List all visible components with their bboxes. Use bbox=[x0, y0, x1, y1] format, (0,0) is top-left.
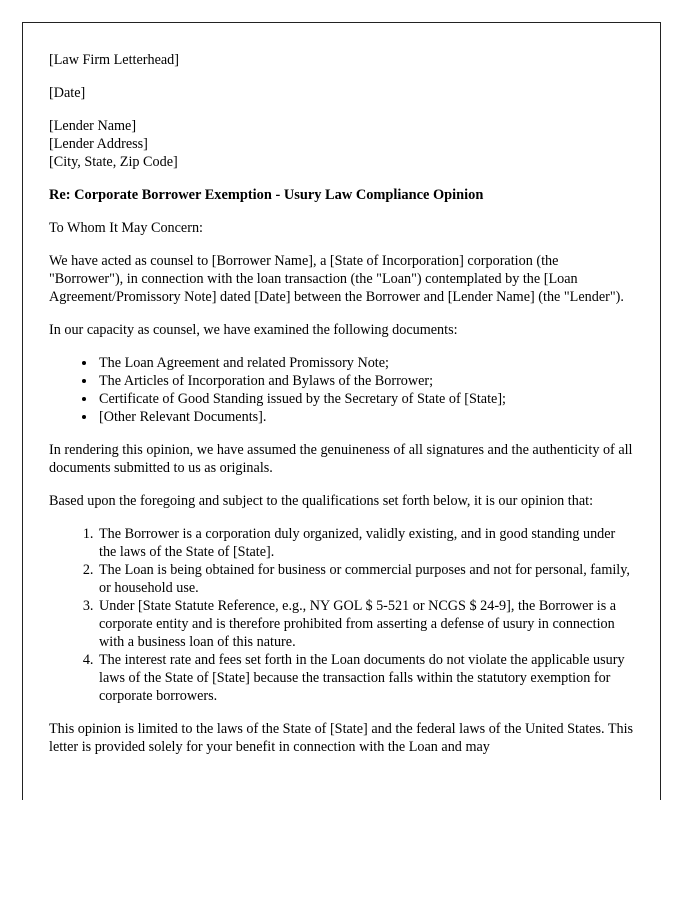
recipient-city-state-zip: [City, State, Zip Code] bbox=[49, 154, 178, 170]
list-item: 1. The Borrower is a corporation duly organized, validly existing, and in good standing under the laws of the State of [State]. bbox=[97, 525, 634, 561]
list-item: • The Loan Agreement and related Promissory Note; bbox=[97, 354, 634, 372]
list-item: • [Other Relevant Documents]. bbox=[97, 408, 634, 426]
documents-intro-paragraph: In our capacity as counsel, we have examined the following documents: bbox=[49, 322, 458, 338]
law-firm-letterhead: [Law Firm Letterhead] bbox=[49, 52, 179, 68]
intro-paragraph: We have acted as counsel to [Borrower Name], a [State of Incorporation] corporation (the "Borrower"), in connection with the loan transaction (the "Loan") contemplated by the [Loan Agreement/Promissory Note] dated [Date] between the Borrower and [Lender Name] (the "Lender"). bbox=[49, 253, 624, 305]
recipient-name: [Lender Name] bbox=[49, 118, 137, 134]
subject-line: Re: Corporate Borrower Exemption - Usury Law Compliance Opinion bbox=[49, 187, 484, 203]
document-page bbox=[22, 22, 661, 800]
documents-examined-list bbox=[49, 354, 634, 426]
assumptions-paragraph: In rendering this opinion, we have assumed the genuineness of all signatures and the authenticity of all documents submitted to us as originals. bbox=[49, 442, 633, 476]
list-item: 3. Under [State Statute Reference, e.g., NY GOL $ 5-521 or NCGS $ 24-9], the Borrower is a corporate entity and is therefore prohibited from asserting a defense of usury in connection with a business loan of this nature. bbox=[97, 597, 634, 651]
salutation: To Whom It May Concern: bbox=[49, 220, 203, 236]
list-item: • Certificate of Good Standing issued by the Secretary of State of [State]; bbox=[97, 390, 634, 408]
recipient-address-block bbox=[49, 117, 634, 171]
letter-date: [Date] bbox=[49, 85, 86, 101]
list-item: 2. The Loan is being obtained for business or commercial purposes and not for personal, family, or household use. bbox=[97, 561, 634, 597]
recipient-address: [Lender Address] bbox=[49, 136, 148, 152]
list-item: 4. The interest rate and fees set forth in the Loan documents do not violate the applicable usury laws of the State of [State] because the transaction falls within the statutory exemption for corporate borrowers. bbox=[97, 651, 634, 705]
opinions-list bbox=[49, 525, 634, 705]
document-body bbox=[23, 23, 660, 756]
opinion-intro-paragraph: Based upon the foregoing and subject to the qualifications set forth below, it is our opinion that: bbox=[49, 493, 594, 509]
limitation-paragraph: This opinion is limited to the laws of the State of [State] and the federal laws of the United States. This letter is provided solely for your benefit in connection with the Loan and may bbox=[49, 721, 634, 755]
list-item: • The Articles of Incorporation and Bylaws of the Borrower; bbox=[97, 372, 634, 390]
